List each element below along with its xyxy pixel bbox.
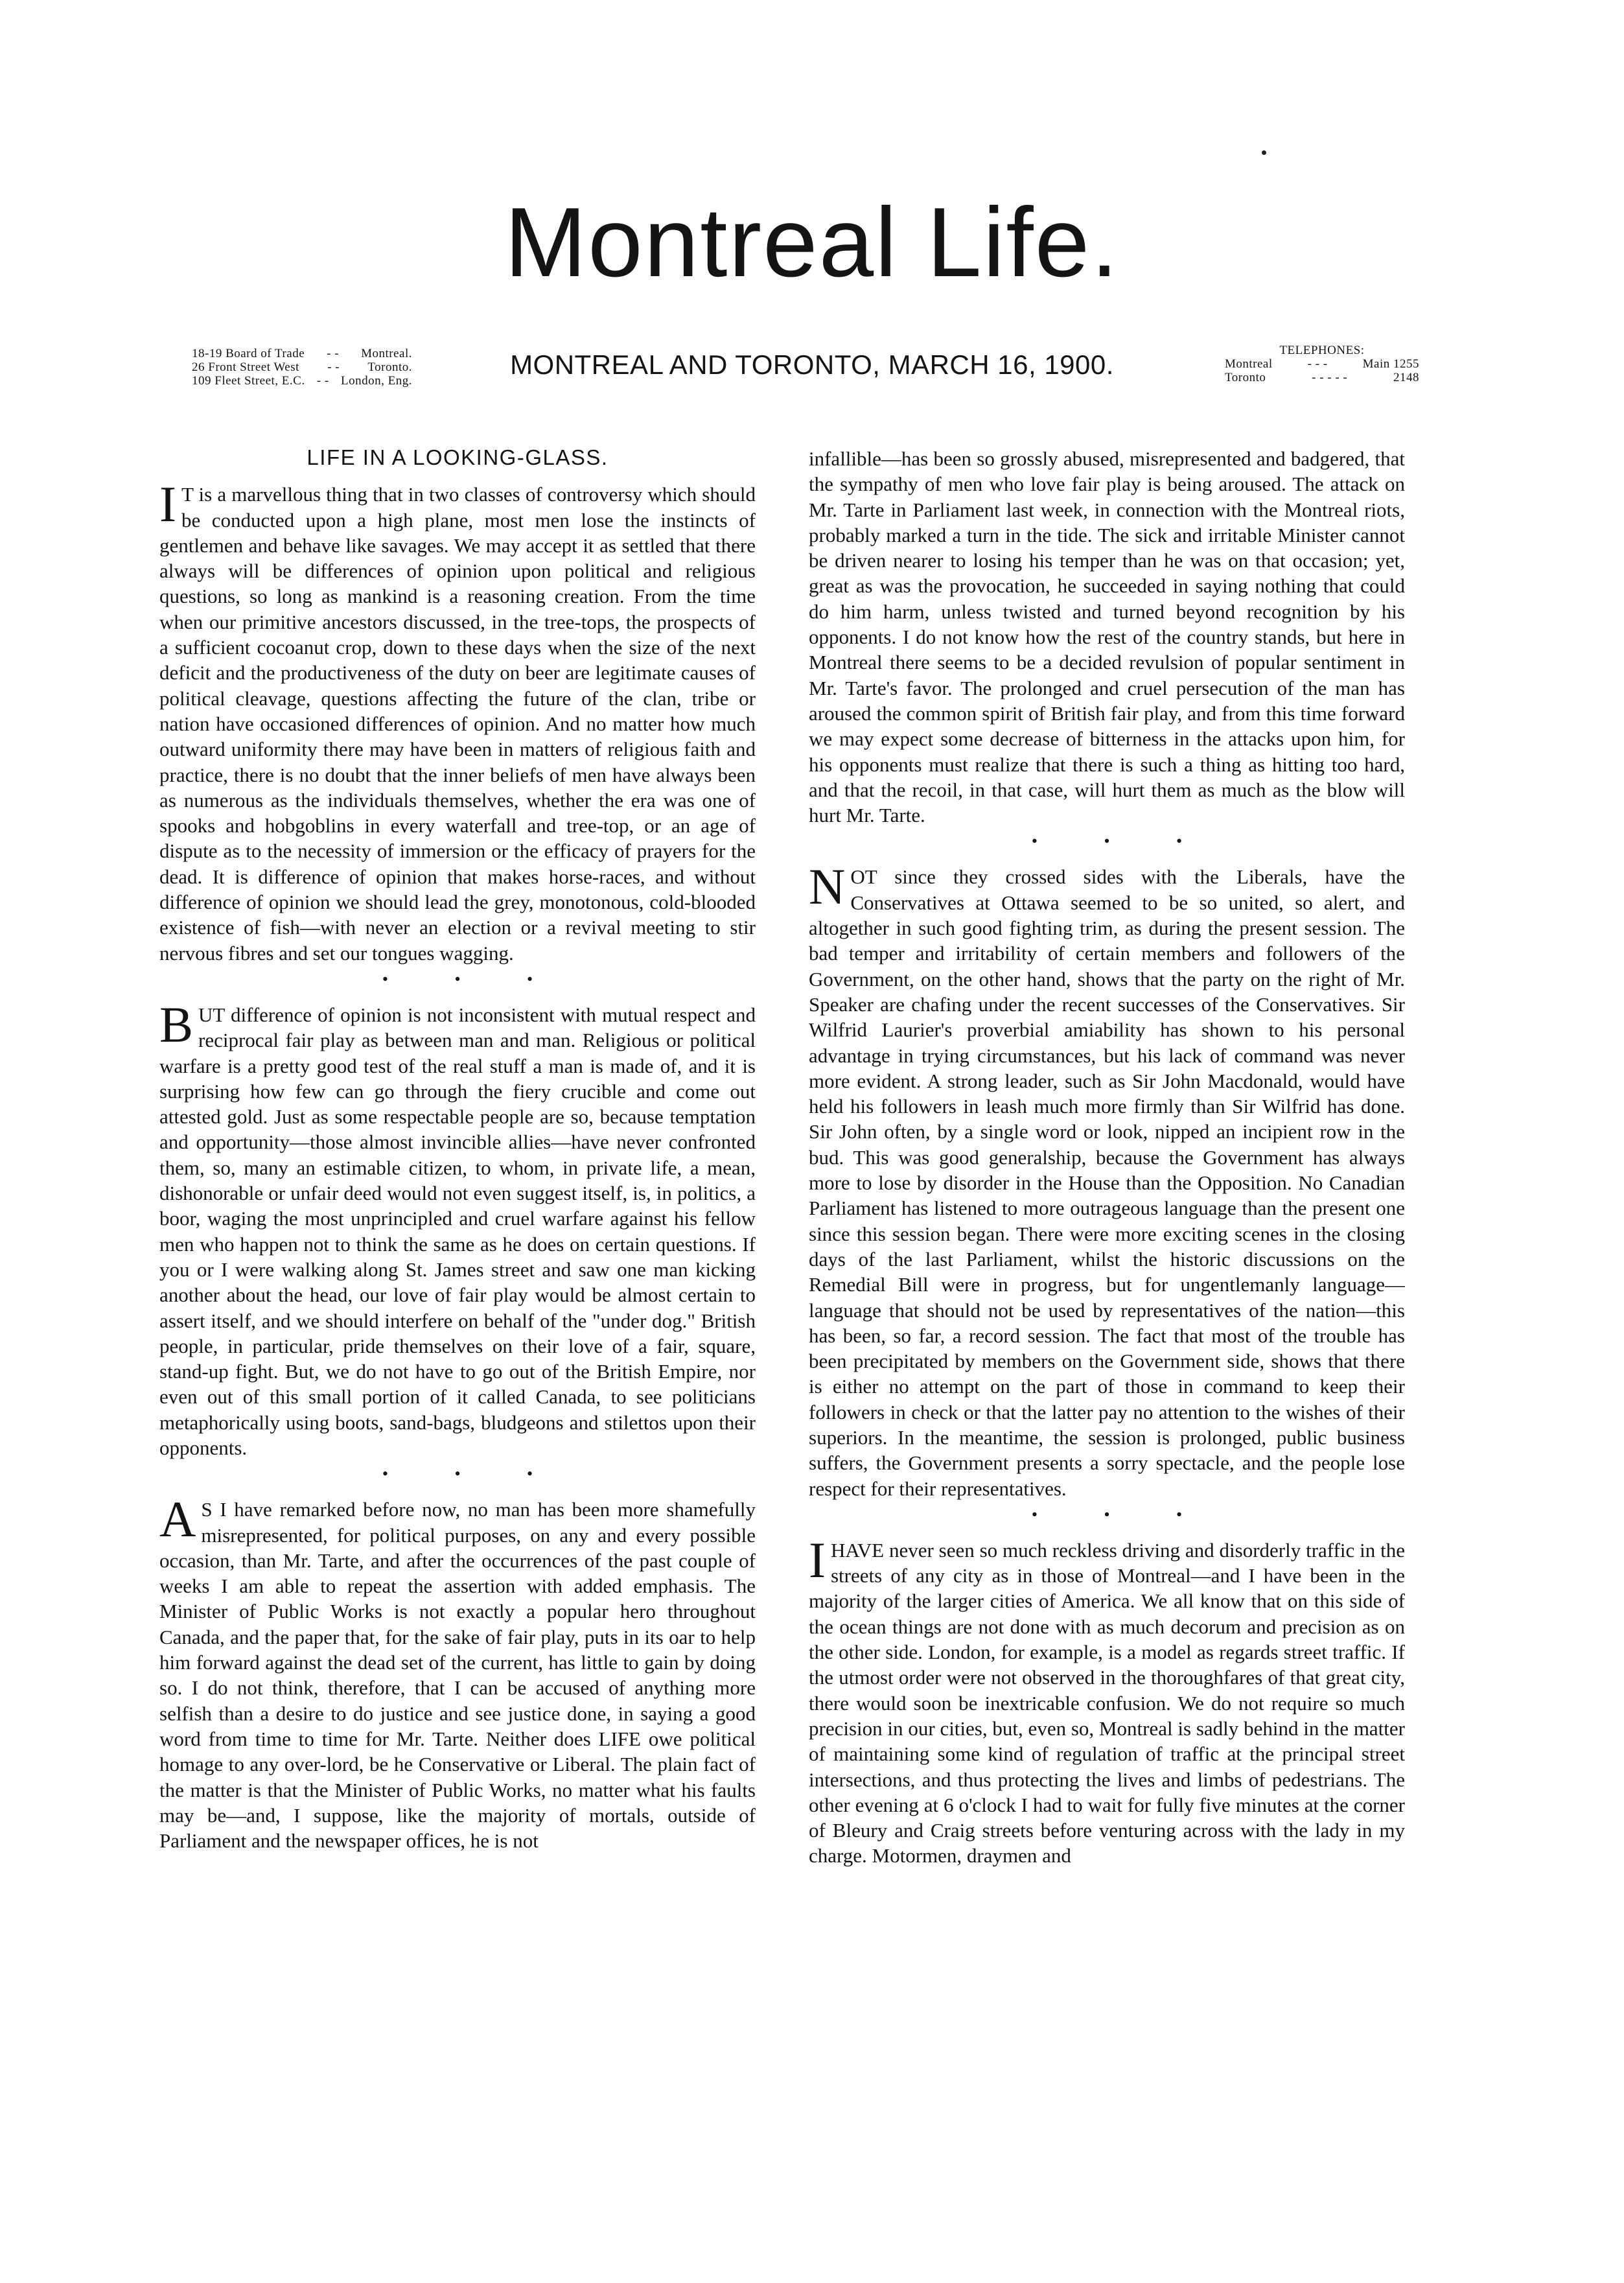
paragraph-text: infallible—has been so grossly abused, misrepresented and badgered, that the sympathy of men who love fair play is being aroused. The attack on Mr. Tarte in Parliament last week, in connection with the Montreal riots, probably marked a turn in the tide. The sick and irritable Minister cannot be driven nearer to losing his temper than he was on that occasion; yet, great as was the provocation, he succeeded in saying nothing that could do him harm, unless twisted and turned beyond recognition by his opponents. I do not know how the rest of the country stands, but here in Montreal there seems to be a decided revulsion of popular sentiment in Mr. Tarte's favor. The prolonged and cruel persecution of the man has aroused the common spirit of British fair play, and from this time forward we may expect some decrease of bitterness in the attacks upon him, for his opponents must realize that there is such a thing as hitting too hard, and that the recoil, in that case, will hurt them as much as the blow will hurt Mr. Tarte. [809, 447, 1405, 827]
page-mark [1262, 150, 1266, 155]
drop-cap: I [809, 1531, 826, 1588]
article-paragraph [809, 858, 1405, 1501]
drop-cap: B [159, 996, 194, 1053]
right-column [809, 446, 1405, 2235]
drop-cap: I [159, 476, 176, 533]
drop-cap: A [159, 1491, 196, 1548]
dateline: MONTREAL AND TORONTO, MARCH 16, 1900. [510, 349, 1114, 380]
section-separator: • • • [1031, 832, 1214, 851]
section-separator: • • • [382, 969, 564, 989]
drop-cap: N [809, 858, 846, 915]
office-row: 109 Fleet Street, E.C. - - London, Eng. [192, 374, 412, 388]
masthead-title: Montreal Life. [504, 187, 1120, 298]
article-paragraph [159, 996, 756, 1460]
article-paragraph [809, 446, 1405, 828]
section-separator: • • • [382, 1464, 564, 1484]
telephones-heading: TELEPHONES: [1279, 344, 1365, 357]
left-column [159, 442, 756, 2231]
article-paragraph [159, 476, 756, 966]
article-paragraph [159, 1491, 756, 1853]
article-headline: LIFE IN A LOOKING-GLASS. [307, 445, 609, 469]
office-row: 18-19 Board of Trade - - Montreal. [192, 347, 412, 360]
paragraph-text: S I have remarked before now, no man has been more shamefully misrepresented, for political purposes, on any and every possible occasion, than Mr. Tarte, and after the occurrences of the past couple of weeks I am able to repeat the assertion with added emphasis. The Minister of Public Works is not exactly a popular hero throughout Canada, and the paper that, for the sake of fair play, puts in its oar to help him forward against the dead set of the current, has little to gain by doing so. I do not think, therefore, that I can be accused of anything more selfish than a desire to do justice and see justice done, in saying a good word from time to time for Mr. Tarte. Neither does LIFE owe political homage to any over-lord, be he Conservative or Liberal. The plain fact of the matter is that the Minister of Public Works, no matter what his faults may be—and, I suppose, like the majority of mortals, outside of Parliament and the newspaper offices, he is not [159, 1498, 756, 1853]
paragraph-text: T is a marvellous thing that in two classes of controversy which should be conducted upon a high plane, most men lose the instincts of gentlemen and behave like savages. We may accept it as settled that there always will be differences of opinion upon political and religious questions, so long as mankind is a reasoning creation. From the time when our primitive ancestors discussed, in the tree-tops, the prospects of a sufficient cocoanut crop, down to these days when the size of the next deficit and the productiveness of the duty on beer are legitimate causes of political cleavage, questions affecting the future of the clan, tribe or nation have occasioned differences of opinion. And no matter how much outward uniformity there may have been in matters of religious faith and practice, there is no doubt that the inner beliefs of men have always been as numerous as the individuals themselves, whether the era was one of spooks and hobgoblins in every waterfall and tree-top, or an age of dispute as to the necessity of immersion or the efficacy of prayers for the dead. It is difference of opinion that makes horse-races, and without difference of opinion we should lead the grey, monotonous, cold-blooded existence of fish—with never an election or a revival meeting to stir nervous fibres and set our tongues wagging. [159, 483, 756, 965]
phone-row: Montreal - - - Main 1255 [1225, 357, 1419, 371]
paragraph-text: UT difference of opinion is not inconsistent with mutual respect and reciprocal fair play as between man and man. Religious or political warfare is a pretty good test of the real stuff a man is made of, and it is surprising how few can go through the fiery crucible and come out attested gold. Just as some respectable people are so, because temptation and opportunity—those almost invincible allies—have never confronted them, so, many an estimable citizen, to whom, in private life, a mean, dishonorable or unfair deed would not even suggest itself, is, in politics, a boor, waging the most unprincipled and cruel warfare against his fellow men who happen not to think the same as he does on certain questions. If you or I were walking along St. James street and saw one man kicking another about the head, our love of fair play would be almost certain to assert itself, and we should interfere on behalf of the "under dog." British people, in particular, pride themselves on their love of a fair, square, stand-up fight. But, we do not have to go out of the British Empire, nor even out of this small portion of it called Canada, to see politicians metaphorically using boots, sand-bags, bludgeons and stilettos upon their opponents. [159, 1003, 756, 1459]
article-paragraph [809, 1531, 1405, 1869]
paragraph-text: HAVE never seen so much reckless driving and disorderly traffic in the streets of any city as in those of Montreal—and I have been in the majority of the larger cities of America. We all know that on this side of the ocean things are not done with as much decorum and precision as on the other side. London, for example, is a model as regards street traffic. If the utmost order were not observed in the thoroughfares of that great city, there would soon be inextricable confusion. We do not require so much precision in our cities, but, even so, Montreal is sadly behind in the matter of maintaining some kind of regulation of traffic at the principal street intersections, and thus protecting the lives and limbs of pedestrians. The other evening at 6 o'clock I had to wait for fully five minutes at the corner of Bleury and Craig streets before venturing across with the lady in my charge. Motormen, draymen and [809, 1538, 1405, 1867]
telephones [1225, 344, 1419, 384]
paragraph-text: OT since they crossed sides with the Liberals, have the Conservatives at Ottawa seemed to be so united, so alert, and altogether in such good fighting trim, as during the present session. The bad temper and irritability of certain members and followers of the Government, on the other hand, shows that the party on the right of Mr. Speaker are chafing under the recent successes of the Conservatives. Sir Wilfrid Laurier's proverbial amiability has shown to his personal advantage in trying circumstances, but his lack of command was never more evident. A strong leader, such as Sir John Macdonald, would have held his followers in leash much more firmly than Sir Wilfrid has done. Sir John often, by a single word or look, nipped an incipient row in the bud. This was good generalship, because the Government has always more to lose by disorder in the House than the Opposition. No Canadian Parliament has listened to more outrageous language than the present one since this session began. There were more exciting scenes in the closing days of the last Parliament, whilst the historic discussions on the Remedial Bill were in progress, but for ungentlemanly language—language that should not be used by representatives of the nation—this has been, so far, a record session. The fact that most of the trouble has been precipitated by members on the Government side, shows that there is either no attempt on the part of those in command to keep their followers in check or that the latter pay no attention to the wishes of their superiors. In the meantime, the session is prolonged, public business suffers, the Government presents a sorry spectacle, and the people lose respect for their representatives. [809, 865, 1405, 1500]
office-row: 26 Front Street West - - Toronto. [192, 360, 412, 374]
section-separator: • • • [1031, 1504, 1214, 1524]
phone-row: Toronto - - - - - 2148 [1225, 371, 1419, 384]
